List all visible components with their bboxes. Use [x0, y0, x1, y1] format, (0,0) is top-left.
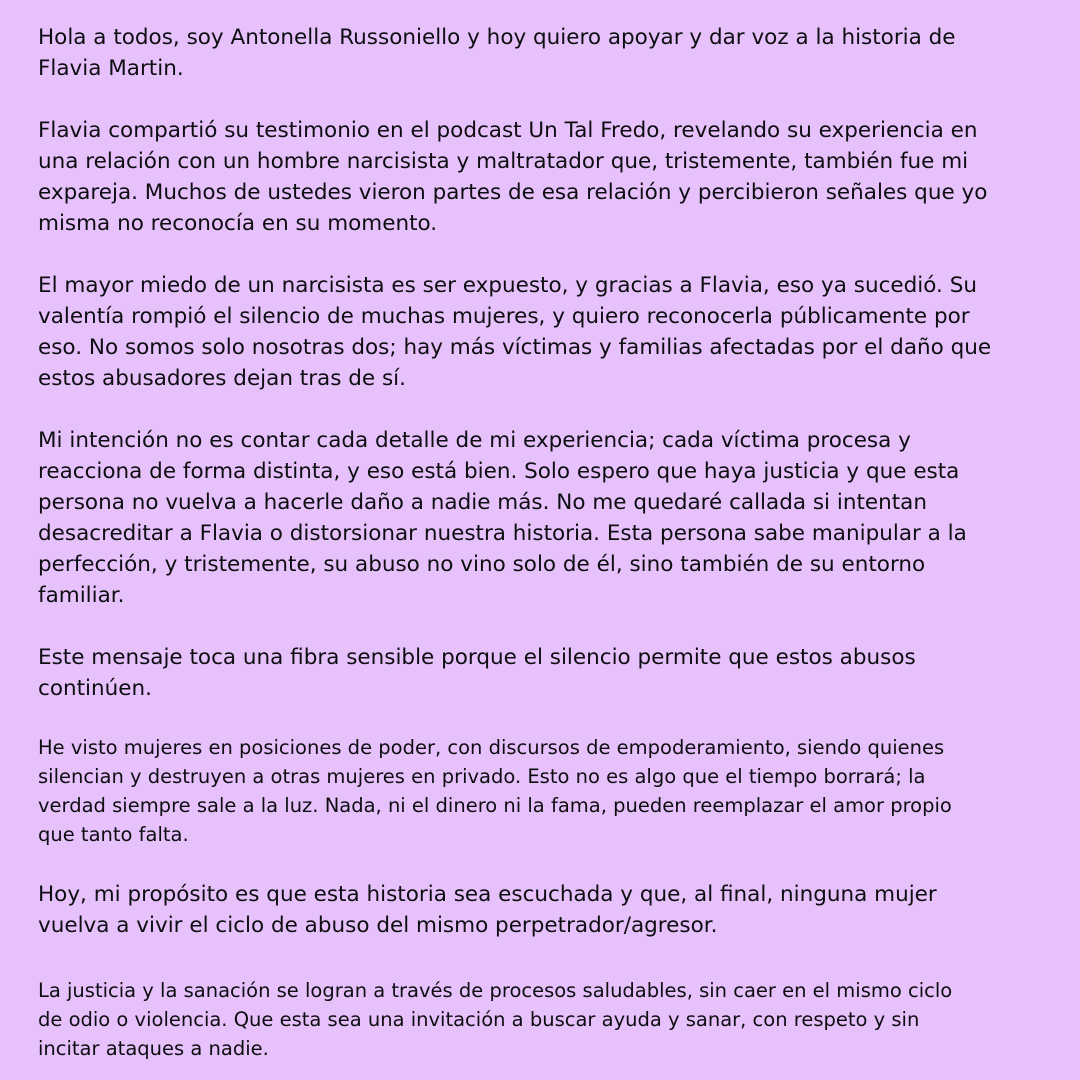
paragraph-greeting [38, 22, 956, 84]
paragraph-intention [38, 425, 967, 611]
text-line: eso. No somos solo nosotras dos; hay más víctimas y familias afectadas por el daño que [38, 335, 992, 360]
text-line: vuelva a vivir el ciclo de abuso del mismo perpetrador/agresor. [38, 913, 718, 938]
text-line: Mi intención no es contar cada detalle de mi experiencia; cada víctima procesa y [38, 428, 911, 453]
text-line: Hola a todos, soy Antonella Russoniello y hoy quiero apoyar y dar voz a la historia de [38, 25, 956, 50]
text-line: persona no vuelva a hacerle daño a nadie más. No me quedaré callada si intentan [38, 490, 927, 515]
text-line: familiar. [38, 583, 125, 608]
paragraph-exposure [38, 270, 991, 394]
text-line: He visto mujeres en posiciones de poder, con discursos de empoderamiento, siendo quienes [38, 736, 945, 759]
text-line: desacreditar a Flavia o distorsionar nuestra historia. Esta persona sabe manipular a la [38, 521, 967, 546]
paragraph-power [38, 733, 952, 849]
text-line: expareja. Muchos de ustedes vieron partes de esa relación y percibieron señales que yo [38, 180, 988, 205]
text-line: perfección, y tristemente, su abuso no vino solo de él, sino también de su entorno [38, 552, 926, 577]
text-line: reacciona de forma distinta, y eso está bien. Solo espero que haya justicia y que esta [38, 459, 960, 484]
text-line: estos abusadores dejan tras de sí. [38, 366, 406, 391]
text-line: silencian y destruyen a otras mujeres en privado. Esto no es algo que el tiempo borrará; la [38, 765, 926, 788]
text-line: misma no reconocía en su momento. [38, 211, 438, 236]
paragraph-justice [38, 976, 952, 1063]
paragraph-purpose [38, 879, 937, 941]
paragraph-silence [38, 642, 916, 704]
text-line: El mayor miedo de un narcisista es ser expuesto, y gracias a Flavia, eso ya sucedió. Su [38, 273, 977, 298]
text-line: La justicia y la sanación se logran a través de procesos saludables, sin caer en el mismo ciclo [38, 979, 953, 1002]
text-line: una relación con un hombre narcisista y maltratador que, tristemente, también fue mi [38, 149, 969, 174]
text-line: que tanto falta. [38, 823, 189, 846]
text-line: de odio o violencia. Que esta sea una invitación a buscar ayuda y sanar, con respeto y sin [38, 1008, 920, 1031]
text-line: Flavia Martin. [38, 56, 184, 81]
text-line: Flavia compartió su testimonio en el podcast Un Tal Fredo, revelando su experiencia en [38, 118, 978, 143]
text-line: incitar ataques a nadie. [38, 1037, 269, 1060]
text-line: continúen. [38, 676, 152, 701]
text-line: Hoy, mi propósito es que esta historia sea escuchada y que, al final, ninguna mujer [38, 882, 937, 907]
text-line: valentía rompió el silencio de muchas mujeres, y quiero reconocerla públicamente por [38, 304, 970, 329]
text-line: verdad siempre sale a la luz. Nada, ni el dinero ni la fama, pueden reemplazar el amor propio [38, 794, 952, 817]
paragraph-testimony [38, 115, 987, 239]
text-line: Este mensaje toca una fibra sensible porque el silencio permite que estos abusos [38, 645, 916, 670]
